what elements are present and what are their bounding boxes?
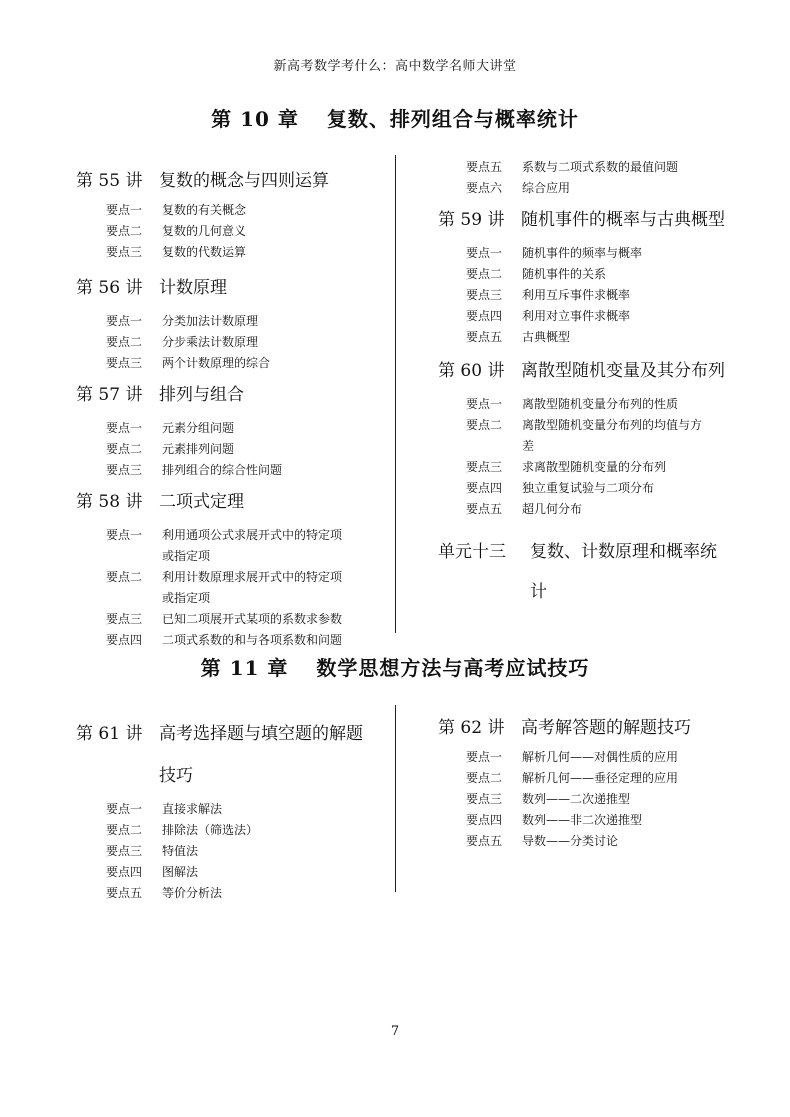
point-item[interactable] <box>106 221 342 242</box>
point-text-line: 利用通项公式求展开式中的特定项 <box>162 528 343 542</box>
point-text: 求离散型随机变量的分布列 <box>522 460 667 474</box>
chapter-number: 第 10 章 <box>211 107 299 131</box>
lecture-59[interactable] <box>438 205 725 243</box>
point-text: 复数的几何意义 <box>162 224 247 238</box>
column-divider <box>395 155 396 633</box>
point-item[interactable] <box>106 439 342 460</box>
lecture-61[interactable] <box>76 713 363 797</box>
lecture-title: 随机事件的概率与古典概型 <box>521 210 725 230</box>
point-text: 超几何分布 <box>522 502 583 516</box>
point-text: 古典概型 <box>522 330 571 344</box>
point-text: 复数的代数运算 <box>162 245 247 259</box>
point-item[interactable] <box>466 264 725 285</box>
point-text: 随机事件的频率与概率 <box>522 246 643 260</box>
point-item[interactable] <box>106 630 342 651</box>
point-label: 要点三 <box>466 460 503 474</box>
unit-number: 单元十三 <box>438 542 506 562</box>
lecture-number: 第 55 讲 <box>76 171 143 191</box>
point-label: 要点一 <box>106 203 143 217</box>
lecture-title-line: 高考选择题与填空题的解题 <box>159 724 363 744</box>
point-text: 分类加法计数原理 <box>162 314 259 328</box>
lecture-62[interactable] <box>438 713 691 747</box>
point-text: 特值法 <box>162 844 199 858</box>
chapter-title: 复数、排列组合与概率统计 <box>326 107 579 131</box>
chapter-11-right-column <box>438 713 691 852</box>
point-text: 二项式系数的和与各项系数和问题 <box>162 633 343 647</box>
point-text: 离散型随机变量分布列的性质 <box>522 397 679 411</box>
point-label: 要点五 <box>466 160 503 174</box>
lecture-number: 第 60 讲 <box>438 361 505 381</box>
point-item[interactable] <box>106 332 342 353</box>
lecture-title: 离散型随机变量及其分布列 <box>521 361 725 381</box>
lecture-60[interactable] <box>438 356 725 394</box>
lecture-title: 二项式定理 <box>159 492 244 512</box>
point-text: 两个计数原理的综合 <box>162 356 271 370</box>
point-item[interactable] <box>106 353 342 374</box>
point-text <box>162 525 342 567</box>
point-text <box>522 415 702 457</box>
point-text: 导数——分类讨论 <box>522 834 619 848</box>
point-label: 要点四 <box>466 309 503 323</box>
point-item[interactable] <box>106 820 363 841</box>
lecture-number: 第 61 讲 <box>76 724 143 744</box>
point-item[interactable] <box>106 567 342 609</box>
point-item[interactable] <box>466 415 725 457</box>
point-label: 要点一 <box>466 750 503 764</box>
point-label: 要点三 <box>106 245 143 259</box>
point-item[interactable] <box>466 768 691 789</box>
point-item[interactable] <box>106 525 342 567</box>
point-label: 要点三 <box>466 792 503 806</box>
point-item[interactable] <box>466 327 725 348</box>
chapter-number: 第 11 章 <box>200 656 289 680</box>
chapter-11-heading <box>0 652 790 681</box>
chapter-11-left-column <box>76 713 363 904</box>
point-label: 要点三 <box>106 463 143 477</box>
point-item[interactable] <box>466 306 725 327</box>
point-text: 利用对立事件求概率 <box>522 309 631 323</box>
chapter-10-heading <box>0 103 790 132</box>
point-text: 分步乘法计数原理 <box>162 335 259 349</box>
point-text: 系数与二项式系数的最值问题 <box>522 160 679 174</box>
point-text <box>162 567 342 609</box>
point-label: 要点五 <box>466 330 503 344</box>
point-label: 要点一 <box>106 528 143 542</box>
point-item[interactable] <box>106 799 363 820</box>
lecture-title-line: 技巧 <box>159 766 193 786</box>
point-text: 图解法 <box>162 865 199 879</box>
lecture-58[interactable] <box>76 487 342 525</box>
point-label: 要点五 <box>466 834 503 848</box>
point-label: 要点三 <box>106 356 143 370</box>
point-label: 要点四 <box>466 813 503 827</box>
point-label: 要点五 <box>106 886 143 900</box>
column-divider <box>395 705 396 892</box>
lecture-57[interactable] <box>76 380 342 418</box>
point-text: 复数的有关概念 <box>162 203 247 217</box>
point-text-line: 离散型随机变量分布列的均值与方 <box>522 418 703 432</box>
point-label: 要点二 <box>106 335 143 349</box>
point-label: 要点二 <box>466 771 503 785</box>
point-text-line: 差 <box>522 439 535 453</box>
point-label: 要点二 <box>466 418 503 432</box>
point-item[interactable] <box>106 841 363 862</box>
point-text: 解析几何——对偶性质的应用 <box>522 750 679 764</box>
lecture-title: 排列与组合 <box>159 385 244 405</box>
point-text-line: 利用计数原理求展开式中的特定项 <box>162 570 343 584</box>
lecture-title <box>159 713 363 797</box>
page-number: 7 <box>390 1024 400 1039</box>
point-label: 要点二 <box>466 267 503 281</box>
point-label: 要点三 <box>106 844 143 858</box>
point-text: 排列组合的综合性问题 <box>162 463 283 477</box>
point-label: 要点四 <box>106 633 143 647</box>
point-text: 随机事件的关系 <box>522 267 607 281</box>
unit-13[interactable] <box>438 532 725 612</box>
point-label: 要点四 <box>466 481 503 495</box>
point-item[interactable] <box>466 789 691 810</box>
point-label: 要点二 <box>106 442 143 456</box>
unit-title-line: 计 <box>530 582 547 602</box>
chapter-10-left-column <box>76 166 342 651</box>
lecture-55[interactable] <box>76 166 342 200</box>
lecture-number: 第 59 讲 <box>438 210 505 230</box>
point-item[interactable] <box>106 460 342 481</box>
lecture-56[interactable] <box>76 273 342 311</box>
point-item[interactable] <box>466 178 725 199</box>
point-item[interactable] <box>466 285 725 306</box>
point-item[interactable] <box>466 478 725 499</box>
point-text: 利用互斥事件求概率 <box>522 288 631 302</box>
point-item[interactable] <box>466 831 691 852</box>
lecture-title: 计数原理 <box>159 278 227 298</box>
point-label: 要点一 <box>466 397 503 411</box>
lecture-number: 第 56 讲 <box>76 278 143 298</box>
point-item[interactable] <box>466 457 725 478</box>
chapter-10-right-column <box>438 157 725 612</box>
point-text: 综合应用 <box>522 181 571 195</box>
lecture-title: 复数的概念与四则运算 <box>159 171 329 191</box>
point-label: 要点一 <box>106 802 143 816</box>
point-label: 要点二 <box>106 224 143 238</box>
point-text: 元素排列问题 <box>162 442 235 456</box>
lecture-number: 第 57 讲 <box>76 385 143 405</box>
point-label: 要点三 <box>466 288 503 302</box>
point-item[interactable] <box>466 810 691 831</box>
point-text-line: 或指定项 <box>162 549 211 563</box>
unit-title <box>530 532 717 612</box>
point-item[interactable] <box>466 499 725 520</box>
point-item[interactable] <box>106 862 363 883</box>
lecture-title: 高考解答题的解题技巧 <box>521 718 691 738</box>
point-item[interactable] <box>466 394 725 415</box>
point-label: 要点一 <box>106 421 143 435</box>
point-label: 要点二 <box>106 823 143 837</box>
point-label: 要点一 <box>466 246 503 260</box>
point-label: 要点二 <box>106 570 143 584</box>
running-header: 新高考数学考什么：高中数学名师大讲堂 <box>273 59 517 74</box>
point-text: 元素分组问题 <box>162 421 235 435</box>
point-text: 数列——非二次递推型 <box>522 813 643 827</box>
lecture-number: 第 62 讲 <box>438 718 505 738</box>
point-item[interactable] <box>106 200 342 221</box>
point-label: 要点五 <box>466 502 503 516</box>
point-text: 数列——二次递推型 <box>522 792 631 806</box>
point-text: 独立重复试验与二项分布 <box>522 481 655 495</box>
chapter-title: 数学思想方法与高考应试技巧 <box>316 656 590 680</box>
point-item[interactable] <box>106 609 342 630</box>
point-text: 解析几何——垂径定理的应用 <box>522 771 679 785</box>
point-text: 排除法（筛选法） <box>162 823 259 837</box>
point-item[interactable] <box>106 418 342 439</box>
point-item[interactable] <box>466 747 691 768</box>
point-text: 等价分析法 <box>162 886 223 900</box>
point-text-line: 或指定项 <box>162 591 211 605</box>
point-label: 要点六 <box>466 181 503 195</box>
point-text: 直接求解法 <box>162 802 223 816</box>
point-item[interactable] <box>466 157 725 178</box>
point-label: 要点一 <box>106 314 143 328</box>
lecture-number: 第 58 讲 <box>76 492 143 512</box>
point-item[interactable] <box>106 242 342 263</box>
point-item[interactable] <box>106 311 342 332</box>
point-item[interactable] <box>106 883 363 904</box>
unit-title-line: 复数、计数原理和概率统 <box>530 542 717 562</box>
point-label: 要点四 <box>106 865 143 879</box>
point-text: 已知二项展开式某项的系数求参数 <box>162 612 343 626</box>
point-label: 要点三 <box>106 612 143 626</box>
point-item[interactable] <box>466 243 725 264</box>
